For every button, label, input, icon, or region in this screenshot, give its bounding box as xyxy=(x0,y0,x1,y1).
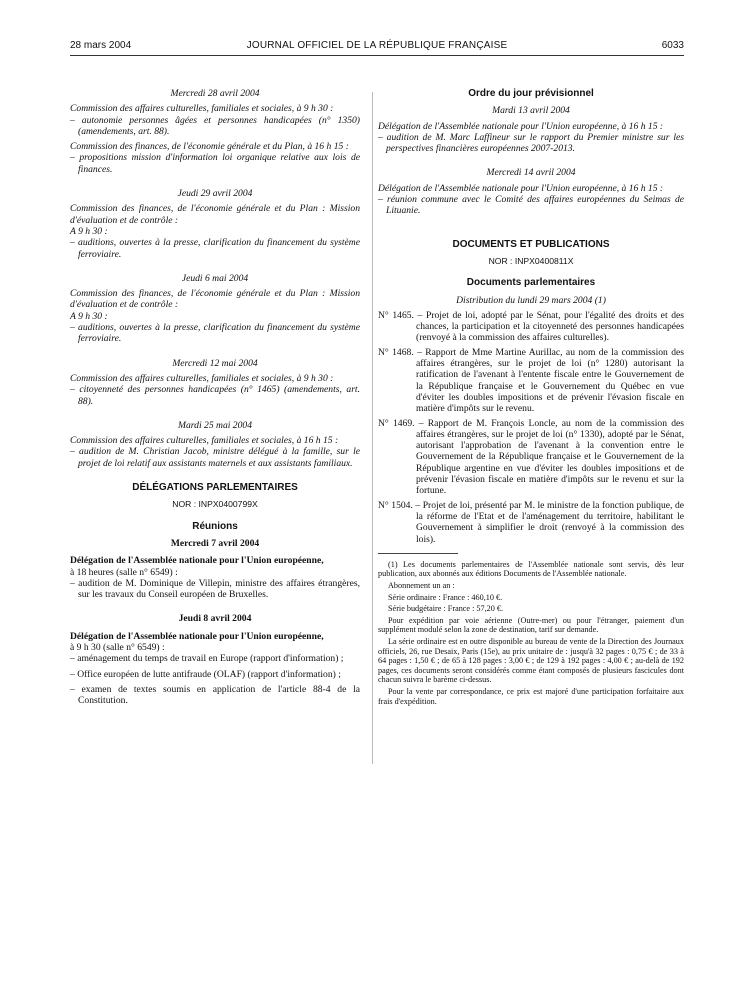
time-entry: A 9 h 30 : xyxy=(70,310,108,322)
right-column xyxy=(378,88,684,708)
footnote-rule xyxy=(378,553,458,554)
footnote-text: Série budgétaire : France : 57,20 €. xyxy=(388,604,504,614)
time-entry: à 18 heures (salle n° 6549) : xyxy=(70,566,178,578)
subsection-title: Documents parlementaires xyxy=(466,277,596,289)
agenda-item: – audition de M. Christian Jacob, ministre délégué à la famille, sur le projet de loi relatif aux assistants maternels et aux assistants familiaux. xyxy=(70,446,360,469)
date-heading: Jeudi 6 mai 2004 xyxy=(181,272,249,284)
delegation-entry: Délégation de l'Assemblée nationale pour l'Union européenne, xyxy=(70,555,324,567)
date-heading: Mercredi 7 avril 2004 xyxy=(170,537,260,549)
footnote-text: (1) Les documents parlementaires de l'Assemblée nationale sont servis, dès leur publication, aux abonnés aux éditions Documents de l'Assemblée nationale. xyxy=(378,559,684,579)
commission-entry: Commission des affaires culturelles, familiales et sociales, à 9 h 30 : xyxy=(70,372,334,384)
agenda-item: – Office européen de lutte antifraude (OLAF) (rapport d'information) ; xyxy=(70,668,341,680)
date-heading: Mercredi 14 avril 2004 xyxy=(486,167,576,179)
agenda-item: – auditions, ouvertes à la presse, clarification du financement du système ferroviaire. xyxy=(70,237,360,260)
footnote-text: Série ordinaire : France : 460,10 €. xyxy=(388,592,503,602)
footnote-text: Pour la vente par correspondance, ce prix est majoré d'une participation forfaitaire aux frais d'expédition. xyxy=(378,686,684,706)
footnote-text: Pour expédition par voie aérienne (Outre-mer) ou pour l'étranger, paiement d'un supplément modulé selon la zone de destination, tarif sur demande. xyxy=(378,615,684,635)
agenda-item: – réunion commune avec le Comité des affaires européennes du Seimas de Lituanie. xyxy=(378,194,684,217)
commission-entry: Commission des affaires culturelles, familiales et sociales, à 16 h 15 : xyxy=(70,435,339,447)
commission-entry: Commission des affaires culturelles, familiales et sociales, à 9 h 30 : xyxy=(70,103,334,115)
date-heading: Mercredi 12 mai 2004 xyxy=(172,357,258,369)
agenda-item: – auditions, ouvertes à la presse, clarification du financement du système ferroviaire. xyxy=(70,322,360,345)
subsection-title: Réunions xyxy=(192,520,238,532)
document-entry: N° 1504. – Projet de loi, présenté par M. le ministre de la fonction publique, de la réforme de l'Etat et de l'aménagement du territoire, habilitant le Gouvernement à simplifier le droit (renvoyé à la commission des lois). xyxy=(378,499,684,545)
distribution-date: Distribution du lundi 29 mars 2004 (1) xyxy=(456,294,606,306)
agenda-item: – autonomie personnes âgées et personnes handicapées (n° 1350) (amendements, art. 88). xyxy=(70,114,360,137)
commission-entry: Commission des finances, de l'économie générale et du Plan, à 16 h 15 : xyxy=(70,141,349,153)
agenda-item: – propositions mission d'information loi organique relative aux lois de finances. xyxy=(70,152,360,175)
page-number: 6033 xyxy=(661,40,684,51)
delegation-entry: Délégation de l'Assemblée nationale pour l'Union européenne, xyxy=(70,630,324,642)
section-title: DOCUMENTS ET PUBLICATIONS xyxy=(452,238,610,250)
agenda-item: – audition de M. Marc Laffineur sur le rapport du Premier ministre sur les perspectives financières européennes 2007-2013. xyxy=(378,131,684,155)
left-column xyxy=(70,88,360,710)
date-heading: Mercredi 28 avril 2004 xyxy=(170,88,260,99)
date-heading: Jeudi 29 avril 2004 xyxy=(177,188,253,200)
footnote-text: Abonnement un an : xyxy=(388,580,455,590)
nor-reference: NOR : INPX0400811X xyxy=(488,255,574,266)
delegation-entry: Délégation de l'Assemblée nationale pour l'Union européenne, à 16 h 15 : xyxy=(378,120,664,132)
commission-entry: Commission des finances, de l'économie générale et du Plan : Mission d'évaluation et de contrôle : xyxy=(70,288,360,311)
agenda-item: – citoyenneté des personnes handicapées (n° 1465) (amendements, art. 88). xyxy=(70,384,360,407)
agenda-item: – aménagement du temps de travail en Europe (rapport d'information) ; xyxy=(70,653,344,665)
delegation-entry: Délégation de l'Assemblée nationale pour l'Union européenne, à 16 h 15 : xyxy=(378,182,664,194)
document-entry: N° 1465. – Projet de loi, adopté par le Sénat, pour l'égalité des droits et des chances, la participation et la citoyenneté des personnes handicapées (renvoyé à la commission des affaires culturelles). xyxy=(378,309,684,344)
document-entry: N° 1468. – Rapport de Mme Martine Aurillac, au nom de la commission des affaires étrangères, sur le projet de loi (n° 1280) autorisant la ratification de l'avenant à l'entente fiscale entre le Gouvernement de la République française et le Gouvernement du Québec en vue d'éviter les doubles impositions et de prévenir l'évasion fiscale en matière d'impôts sur le revenu. xyxy=(378,346,684,415)
document-entry: N° 1469. – Rapport de M. François Loncle, au nom de la commission des affaires étrangères, sur le projet de loi (n° 1330), adopté par le Sénat, autorisant l'approbation de l'avenant à la convention entre le Gouvernement de la République française et le Gouvernement de la République argentine en vue d'éviter les doubles impositions et de prévenir l'évasion fiscale en matière d'impôts sur le revenu et sur la fortune. xyxy=(378,417,684,497)
running-header xyxy=(70,40,684,52)
agenda-item: – audition de M. Dominique de Villepin, ministre des affaires étrangères, sur les travaux du Conseil européen de Bruxelles. xyxy=(70,577,360,601)
nor-reference: NOR : INPX0400799X xyxy=(172,499,258,510)
time-entry: A 9 h 30 : xyxy=(70,225,108,237)
section-title: Ordre du jour prévisionnel xyxy=(468,88,594,99)
header-rule xyxy=(70,55,684,56)
section-title: DÉLÉGATIONS PARLEMENTAIRES xyxy=(132,482,298,494)
date-heading: Jeudi 8 avril 2004 xyxy=(178,613,252,625)
agenda-item: – examen de textes soumis en application de l'article 88-4 de la Constitution. xyxy=(70,683,360,707)
time-entry: à 9 h 30 (salle n° 6549) : xyxy=(70,641,165,653)
date-heading: Mardi 13 avril 2004 xyxy=(492,105,570,117)
footnote-text: La série ordinaire est en outre disponible au bureau de vente de la Direction des Journaux officiels, 26, rue Desaix, Paris (15e), au prix unitaire de : jusqu'à 32 pages : 0,75 € ; de 33 à 64 pages : 1,50 € ; de 65 à 128 pages : 3,00 € ; de 129 à 192 pages : 4,00 € ; au-delà de 192 pages, ces documents seront considérés comme étant composés de plusieurs fascicules dont chacun suivra le barème ci-dessus. xyxy=(378,636,684,685)
column-divider xyxy=(372,92,373,764)
commission-entry: Commission des finances, de l'économie générale et du Plan : Mission d'évaluation et de contrôle : xyxy=(70,203,360,226)
header-date: 28 mars 2004 xyxy=(70,40,132,51)
journal-title: JOURNAL OFFICIEL DE LA RÉPUBLIQUE FRANÇAISE xyxy=(246,40,508,51)
date-heading: Mardi 25 mai 2004 xyxy=(178,419,252,431)
